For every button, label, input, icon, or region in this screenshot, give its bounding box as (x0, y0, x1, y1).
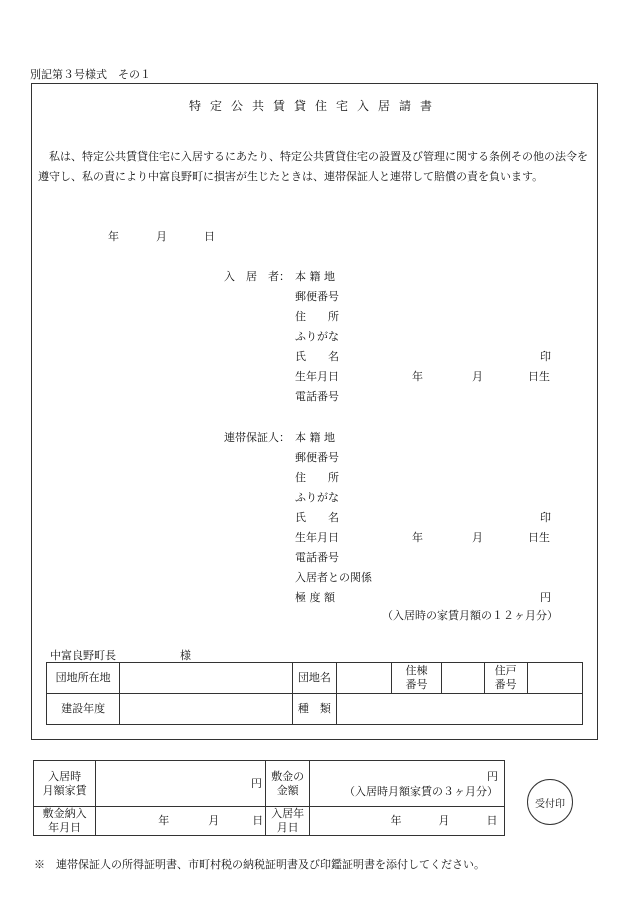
year-built-label: 建設年度 (47, 694, 120, 725)
move-in-label: 入居年 月日 (265, 807, 310, 836)
deposit-date-day: 日 (252, 814, 264, 827)
tenant-birth-month: 月 (472, 370, 483, 383)
guarantor-field-furigana: ふりがな (295, 491, 339, 504)
tenant-field-birthdate: 生年月日 (295, 370, 339, 383)
guarantor-birth-day: 日生 (528, 531, 550, 544)
footnote: ※ 連帯保証人の所得証明書、市町村税の納税証明書及び印鑑証明書を添付してください。 (34, 858, 485, 871)
move-in-month: 月 (438, 814, 450, 827)
tenant-birth-year: 年 (412, 370, 423, 383)
deposit-date-month: 月 (208, 814, 220, 827)
building-no-input[interactable] (442, 663, 485, 694)
year-built-input[interactable] (120, 694, 292, 725)
tenant-heading: 入 居 者： (224, 270, 290, 283)
tenant-seal-mark: 印 (540, 350, 551, 363)
guarantor-field-postal: 郵便番号 (295, 451, 339, 464)
date-year: 年 (108, 230, 119, 243)
guarantor-field-domicile: 本 籍 地 (295, 431, 335, 444)
deposit-date-input[interactable] (96, 807, 266, 836)
reception-stamp-circle (527, 779, 573, 825)
tenant-field-domicile: 本 籍 地 (295, 270, 335, 283)
location-label: 団地所在地 (47, 663, 120, 694)
tenant-field-phone: 電話番号 (295, 390, 339, 403)
guarantor-limit-yen: 円 (540, 591, 551, 604)
deposit-note: （入居時月額家賃の３ヶ月分） (344, 784, 498, 798)
date-month: 月 (156, 230, 167, 243)
addressee-name: 中富良野町長 (50, 649, 116, 662)
move-in-input[interactable] (310, 807, 505, 836)
guarantor-field-relationship: 入居者との関係 (295, 571, 372, 584)
type-input[interactable] (337, 694, 583, 725)
unit-no-input[interactable] (527, 663, 582, 694)
deposit-input[interactable] (310, 761, 505, 807)
tenant-birth-day: 日生 (528, 370, 550, 383)
tenant-field-furigana: ふりがな (295, 330, 339, 343)
unit-no-label: 住戸 番号 (484, 663, 527, 694)
tenant-field-postal: 郵便番号 (295, 290, 339, 303)
guarantor-field-address: 住 所 (295, 471, 339, 484)
guarantor-field-phone: 電話番号 (295, 551, 339, 564)
move-in-day: 日 (486, 814, 498, 827)
guarantor-heading: 連帯保証人： (224, 431, 290, 444)
addressee-honorific: 様 (180, 649, 191, 662)
form-title: 特定公共賃貸住宅入居請書 (188, 99, 441, 113)
deposit-yen: 円 (487, 769, 498, 783)
guarantor-seal-mark: 印 (540, 511, 551, 524)
property-table (46, 662, 583, 725)
reception-stamp-label: 受付印 (535, 798, 565, 810)
guarantor-field-limit: 極 度 額 (295, 591, 335, 604)
guarantor-birth-month: 月 (472, 531, 483, 544)
location-input[interactable] (120, 663, 292, 694)
rent-label: 入居時 月額家賃 (34, 761, 96, 807)
guarantor-field-birthdate: 生年月日 (295, 531, 339, 544)
complex-name-label: 団地名 (292, 663, 337, 694)
guarantor-field-name: 氏 名 (295, 511, 339, 524)
intro-paragraph: 私は、特定公共賃貸住宅に入居するにあたり、特定公共賃貸住宅の設置及び管理に関する条例その他の法令を遵守し、私の責により中富良野町に損害が生じたときは、連帯保証人と連帯して賠償の責を負います。 (38, 150, 588, 183)
rent-input[interactable] (96, 761, 266, 807)
move-in-year: 年 (390, 814, 402, 827)
type-label: 種 類 (292, 694, 337, 725)
complex-name-input[interactable] (337, 663, 391, 694)
rent-yen: 円 (250, 776, 262, 790)
guarantor-birth-year: 年 (412, 531, 423, 544)
building-no-label: 住棟 番号 (391, 663, 442, 694)
rent-table (33, 760, 505, 836)
date-day: 日 (204, 230, 215, 243)
deposit-date-year: 年 (158, 814, 170, 827)
tenant-field-name: 氏 名 (295, 350, 339, 363)
deposit-label: 敷金の 金額 (265, 761, 310, 807)
guarantor-limit-note: （入居時の家賃月額の１２ヶ月分） (382, 609, 558, 622)
tenant-field-address: 住 所 (295, 310, 339, 323)
form-id: 別記第３号様式 その１ (30, 68, 151, 81)
deposit-date-label: 敷金納入 年月日 (34, 807, 96, 836)
